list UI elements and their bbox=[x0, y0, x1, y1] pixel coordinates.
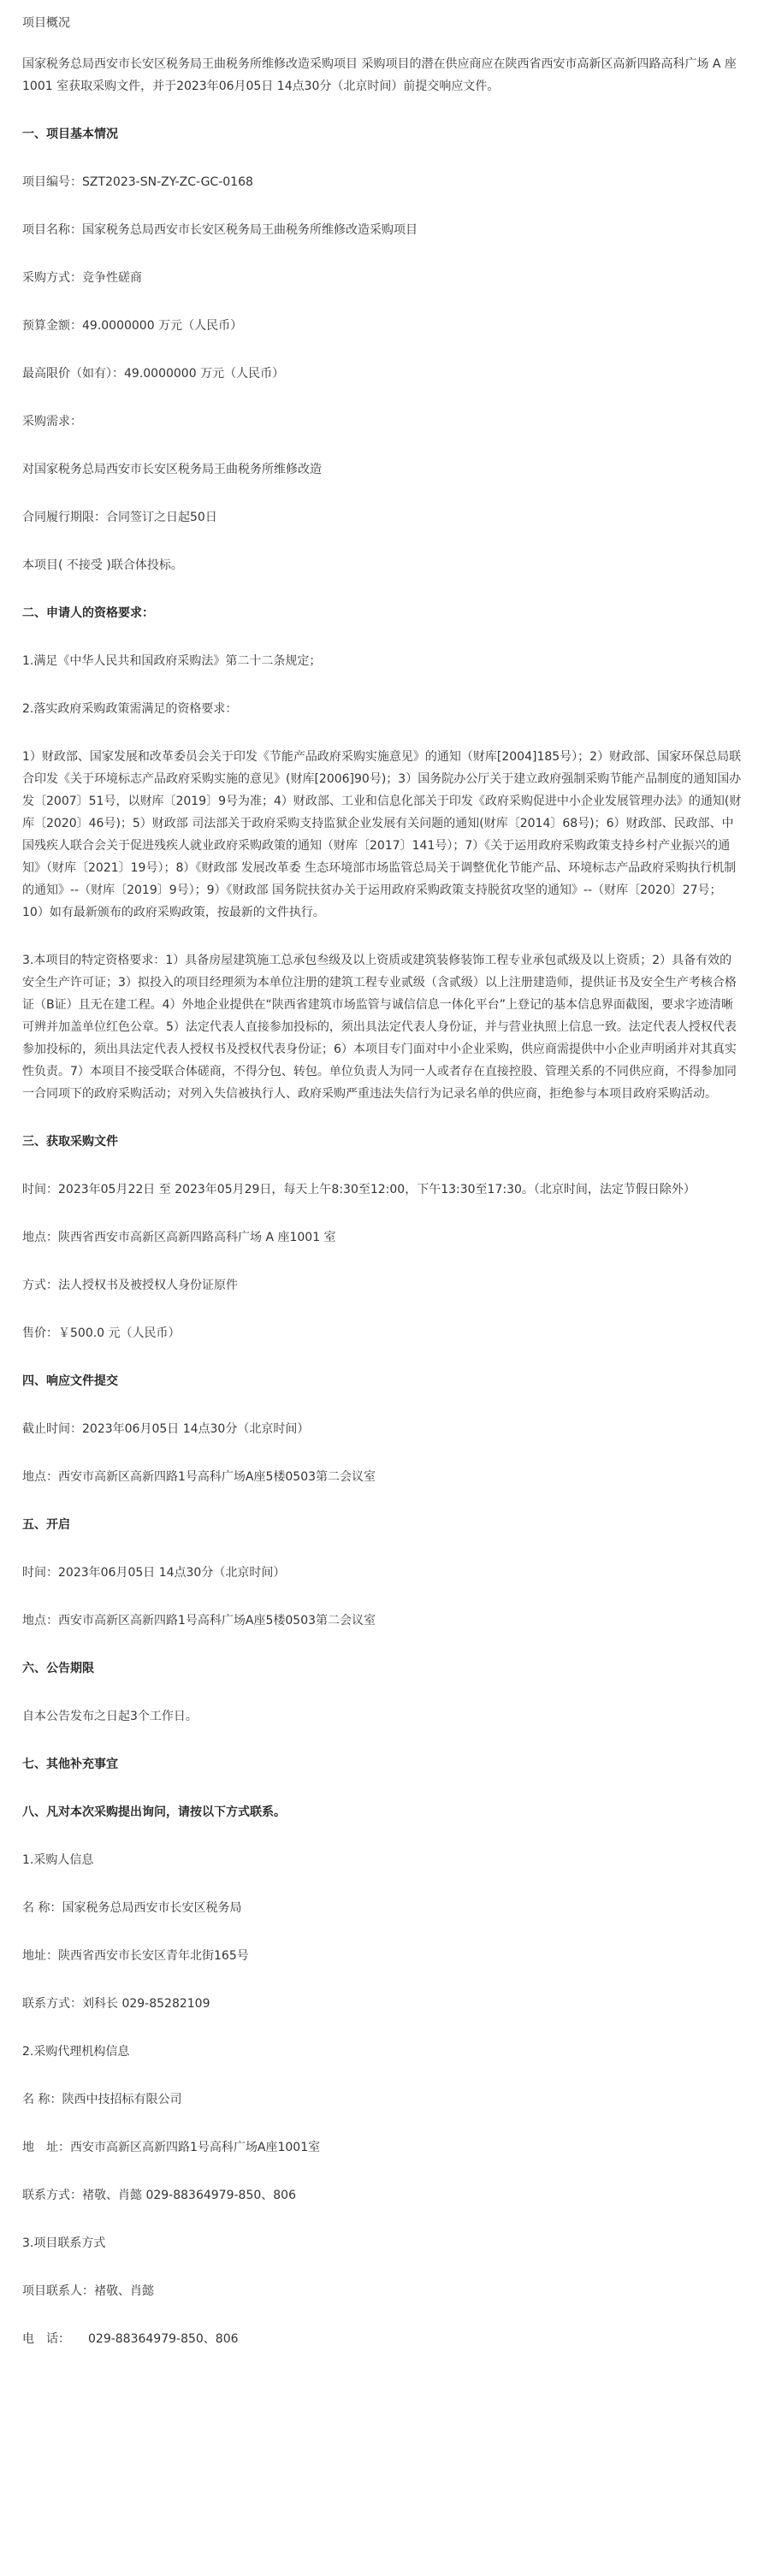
open-place: 地点：西安市高新区高新四路1号高科广场A座5楼0503第二会议室 bbox=[22, 1614, 376, 1628]
doc-title: 项目概况 bbox=[22, 16, 70, 30]
intro-paragraph: 国家税务总局西安市长安区税务局王曲税务所维修改造采购项目 采购项目的潜在供应商应在陕西省西安市高新区高新四路高科广场 A 座1001 室获取采购文件，并于2023年06月05日 14点30分（北京时间）前提交响应文件。 bbox=[22, 57, 737, 93]
obtain-place: 地点：陕西省西安市高新区高新四路高科广场 A 座1001 室 bbox=[22, 1231, 336, 1244]
obtain-time: 时间：2023年05月22日 至 2023年05月29日，每天上午8:30至12:00，下午13:30至17:30。（北京时间，法定节假日除外） bbox=[22, 1183, 696, 1196]
project-number: 项目编号：SZT2023-SN-ZY-ZC-GC-0168 bbox=[22, 175, 253, 189]
section-7-heading: 七、其他补充事宜 bbox=[22, 1758, 118, 1771]
open-time: 时间：2023年06月05日 14点30分（北京时间） bbox=[22, 1566, 286, 1580]
section-5-heading: 五、开启 bbox=[22, 1518, 70, 1532]
qualification-2: 2.落实政府采购政策需满足的资格要求： bbox=[22, 702, 238, 716]
specific-requirements: 3.本项目的特定资格要求：1）具备房屋建筑施工总承包叁级及以上资质或建筑装修装饰工程专业承包贰级及以上资质；2）具备有效的安全生产许可证；3）拟投入的项目经理须为本单位注册的建筑工程专业贰级（含贰级）以上注册建造师，提供证书及安全生产考核合格证（B证）且无在建工程。4）外地企业提供在“陕西省建筑市场监管与诚信信息一体化平台”上登记的基本信息界面截图，要求字迹清晰可辨并加盖单位红色公章。5）法定代表人直接参加投标的，须出具法定代表人身份证，并与营业执照上信息一致。法定代表人授权代表参加投标的，须出具法定代表人授权书及授权代表身份证；6）本项目专门面对中小企业采购，供应商需提供中小企业声明函并对其真实性负责。7）本项目不接受联合体磋商，不得分包、转包。单位负责人为同一人或者存在直接控股、管理关系的不同供应商，不得参加同一合同项下的政府采购活动；对列入失信被执行人、政府采购严重违法失信行为记录名单的供应商，拒绝参与本项目政府采购活动。 bbox=[22, 954, 737, 1101]
agent-label: 2.采购代理机构信息 bbox=[22, 2045, 130, 2059]
agent-contact: 联系方式：褚敬、肖懿 029-88364979-850、806 bbox=[22, 2189, 296, 2202]
section-3-heading: 三、获取采购文件 bbox=[22, 1135, 118, 1149]
submit-place: 地点：西安市高新区高新四路1号高科广场A座5楼0503第二会议室 bbox=[22, 1470, 376, 1484]
agent-name: 名 称：陕西中技招标有限公司 bbox=[22, 2093, 182, 2106]
notice-period: 自本公告发布之日起3个工作日。 bbox=[22, 1710, 198, 1723]
section-4-heading: 四、响应文件提交 bbox=[22, 1374, 118, 1388]
needs-text: 对国家税务总局西安市长安区税务局王曲税务所维修改造 bbox=[22, 463, 322, 476]
buyer-label: 1.采购人信息 bbox=[22, 1853, 94, 1867]
agent-address: 地 址：西安市高新区高新四路1号高科广场A座1001室 bbox=[22, 2141, 321, 2154]
project-name: 项目名称：国家税务总局西安市长安区税务局王曲税务所维修改造采购项目 bbox=[22, 223, 418, 237]
project-contact-phone: 电 话： 029-88364979-850、806 bbox=[22, 2332, 239, 2346]
project-contact-person: 项目联系人：褚敬、肖懿 bbox=[22, 2284, 154, 2298]
section-1-heading: 一、项目基本情况 bbox=[22, 127, 118, 141]
procurement-method: 采购方式：竞争性磋商 bbox=[22, 271, 142, 285]
needs-label: 采购需求： bbox=[22, 415, 82, 428]
obtain-way: 方式：法人授权书及被授权人身份证原件 bbox=[22, 1279, 238, 1292]
submit-deadline: 截止时间：2023年06月05日 14点30分（北京时间） bbox=[22, 1422, 310, 1436]
max-price: 最高限价（如有）：49.0000000 万元（人民币） bbox=[22, 367, 285, 381]
contract-period: 合同履行期限：合同签订之日起50日 bbox=[22, 511, 217, 524]
section-2-heading: 二、申请人的资格要求： bbox=[22, 606, 154, 620]
buyer-name: 名 称：国家税务总局西安市长安区税务局 bbox=[22, 1901, 242, 1915]
consortium-note: 本项目( 不接受 )联合体投标。 bbox=[22, 558, 183, 572]
policy-list: 1）财政部、国家发展和改革委员会关于印发《节能产品政府采购实施意见》的通知（财库[2004]185号）；2）财政部、国家环保总局联合印发《关于环境标志产品政府采购实施的意见》(财库[2006]90号)；3）国务院办公厅关于建立政府强制采购节能产品制度的通知国办发〔2007〕51号，以财库〔2019〕9号为准；4）财政部、工业和信息化部关于印发《政府采购促进中小企业发展管理办法》的通知(财库〔2020〕46号)；5）财政部 司法部关于政府采购支持监狱企业发展有关问题的通知(财库〔2014〕68号)；6）财政部、民政部、中国残疾人联合会关于促进残疾人就业政府采购政策的通知（财库〔2017〕141号）；7）《关于运用政府采购政策支持乡村产业振兴的通知》（财库〔2021〕19号）；8）《财政部 发展改革委 生态环境部市场监管总局关于调整优化节能产品、环境标志产品政府采购执行机制的通知》--（财库〔2019〕9号）；9）《财政部 国务院扶贫办关于运用政府采购政策支持脱贫攻坚的通知》--（财库〔2020〕27号；10）如有最新颁布的政府采购政策，按最新的文件执行。 bbox=[22, 750, 742, 919]
project-contact-label: 3.项目联系方式 bbox=[22, 2236, 106, 2250]
buyer-address: 地址：陕西省西安市长安区青年北街165号 bbox=[22, 1949, 249, 1963]
section-6-heading: 六、公告期限 bbox=[22, 1662, 94, 1675]
buyer-contact: 联系方式：刘科长 029-85282109 bbox=[22, 1997, 210, 2011]
section-8-heading: 八、凡对本次采购提出询问，请按以下方式联系。 bbox=[22, 1805, 286, 1819]
obtain-price: 售价：￥500.0 元（人民币） bbox=[22, 1326, 181, 1340]
budget-amount: 预算金额：49.0000000 万元（人民币） bbox=[22, 319, 243, 333]
qualification-1: 1.满足《中华人民共和国政府采购法》第二十二条规定； bbox=[22, 654, 322, 668]
